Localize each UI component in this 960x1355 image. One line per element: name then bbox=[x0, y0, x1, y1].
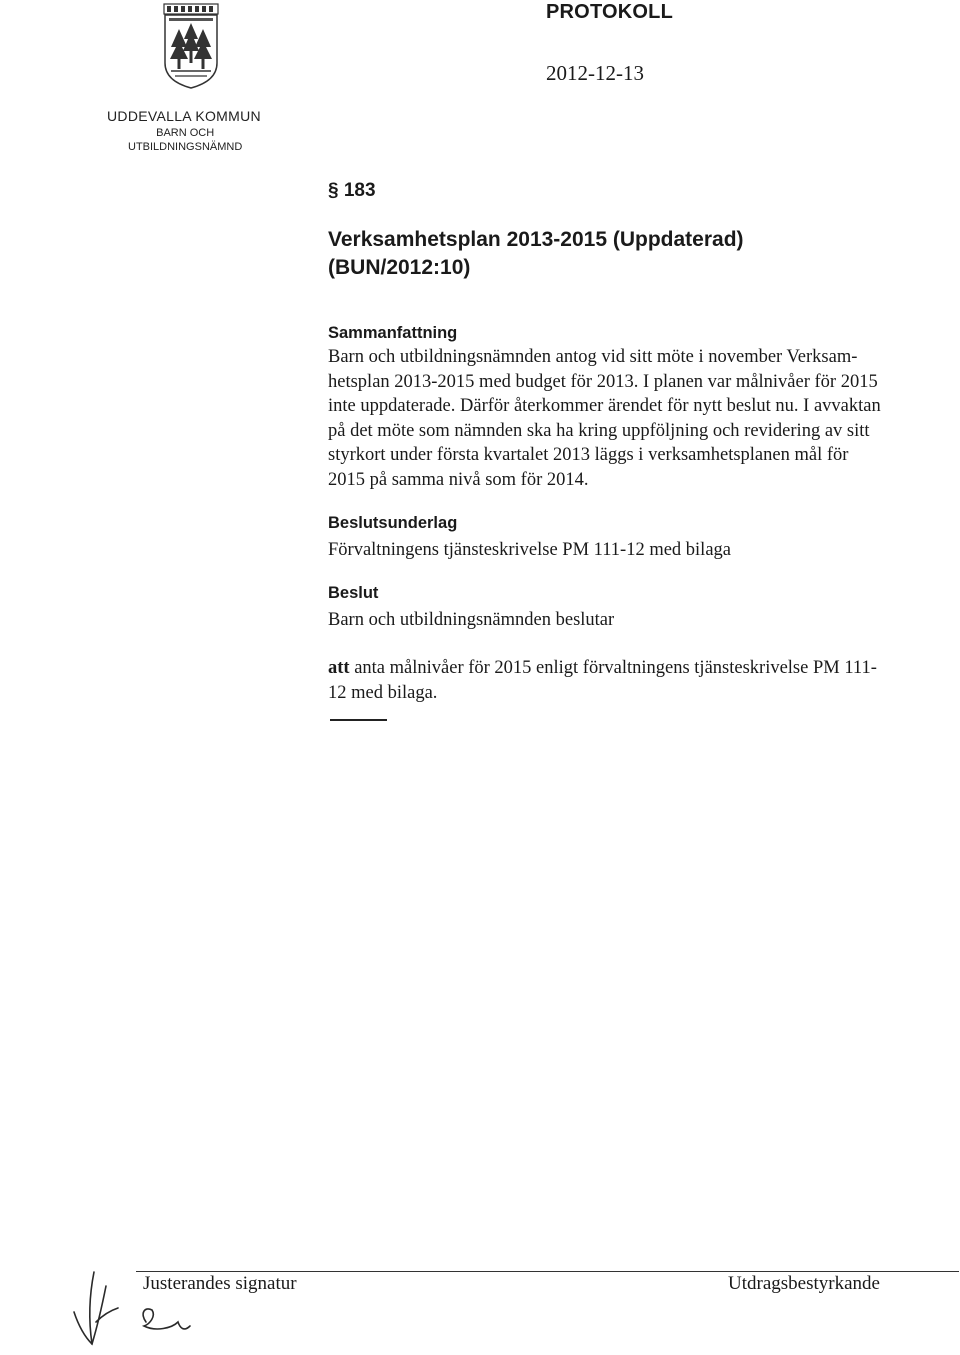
att-keyword: att bbox=[328, 658, 350, 678]
decision-basis-heading: Beslutsunderlag bbox=[328, 514, 458, 532]
summary-heading: Sammanfattning bbox=[328, 324, 458, 342]
organization-department bbox=[128, 126, 242, 154]
document-title bbox=[328, 226, 888, 282]
summary-line: Barn och utbildningsnämnden antog vid sitt möte i november Verksam- bbox=[328, 347, 858, 367]
document-type-title: PROTOKOLL bbox=[546, 1, 673, 23]
decision-clause-line-1 bbox=[328, 656, 948, 681]
department-line-2: UTBILDNINGSNÄMND bbox=[128, 141, 243, 153]
footer-divider bbox=[136, 1271, 959, 1272]
organization-name: UDDEVALLA KOMMUN bbox=[107, 108, 261, 124]
document-date: 2012-12-13 bbox=[546, 61, 644, 85]
signature-label: Justerandes signatur bbox=[143, 1273, 297, 1294]
decision-heading: Beslut bbox=[328, 584, 379, 602]
decision-basis-text: Förvaltningens tjänsteskrivelse PM 111-12 med bilaga bbox=[328, 540, 731, 560]
summary-line: styrkort under första kvartalet 2013 läggs i verksamhetsplanen mål för bbox=[328, 445, 849, 465]
municipality-coat-of-arms-logo bbox=[163, 3, 219, 89]
section-end-divider bbox=[330, 719, 387, 721]
decision-clause-line-2: 12 med bilaga. bbox=[328, 682, 438, 703]
summary-line: hetsplan 2013-2015 med budget för 2013. I planen var målnivåer för 2015 bbox=[328, 371, 878, 392]
title-line-1: Verksamhetsplan 2013-2015 (Uppdaterad) bbox=[328, 228, 744, 251]
title-line-2: (BUN/2012:10) bbox=[328, 256, 471, 279]
summary-line: inte uppdaterade. Därför återkommer ärendet för nytt beslut nu. I avvaktan bbox=[328, 396, 881, 416]
certified-copy-label: Utdragsbestyrkande bbox=[728, 1273, 880, 1294]
decision-clause bbox=[328, 656, 948, 705]
summary-paragraph bbox=[328, 345, 948, 492]
decision-text: Barn och utbildningsnämnden beslutar bbox=[328, 610, 615, 630]
summary-line: 2015 på samma nivå som för 2014. bbox=[328, 469, 589, 490]
summary-line: på det möte som nämnden ska ha kring uppföljning och revidering av sitt bbox=[328, 420, 870, 441]
paragraph-number: § 183 bbox=[328, 180, 376, 201]
clause-text: anta målnivåer för 2015 enligt förvaltningens tjänsteskrivelse PM 111- bbox=[349, 658, 877, 678]
department-line-1: BARN OCH bbox=[156, 127, 215, 139]
